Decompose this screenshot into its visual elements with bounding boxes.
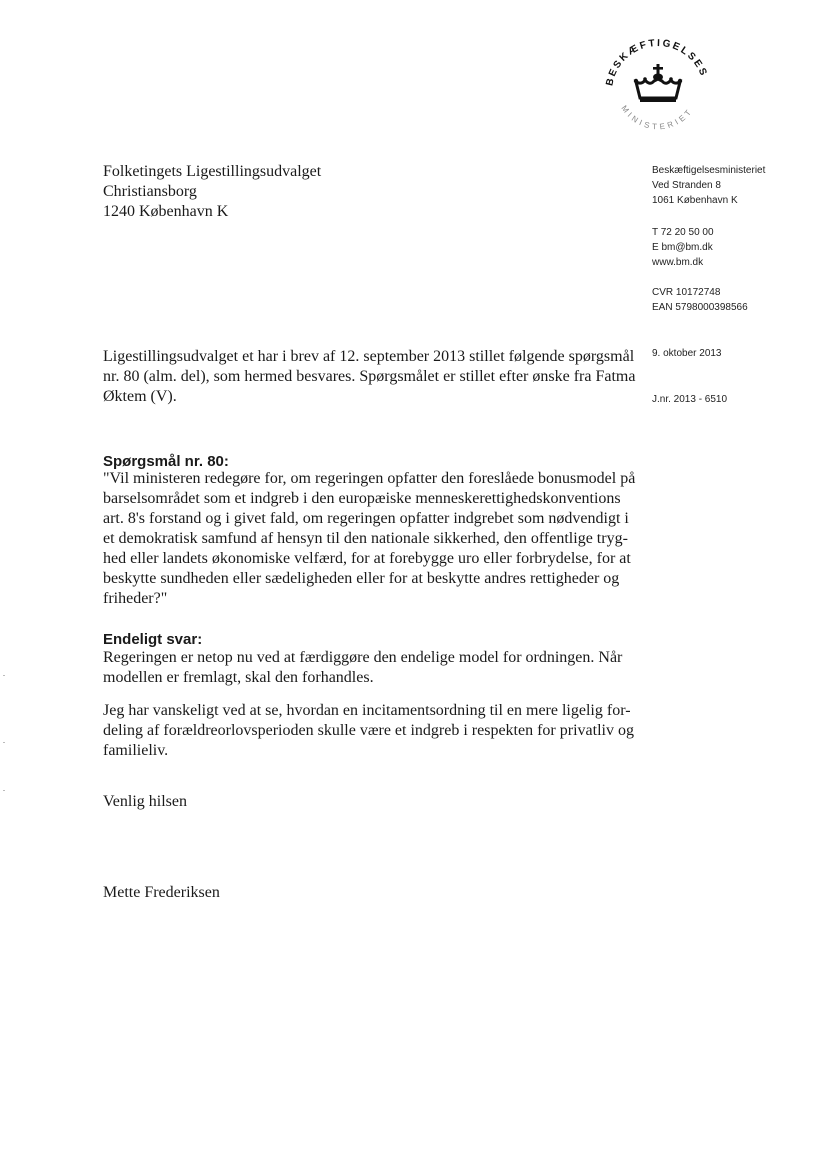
question-line: art. 8's forstand og i givet fald, om regeringen opfatter indgrebet som nødvendigt i xyxy=(103,510,629,527)
journal-number: J.nr. 2013 - 6510 xyxy=(652,394,728,405)
answer-line: Regeringen er netop nu ved at færdiggøre den endelige model for ordningen. Når xyxy=(103,649,623,666)
recipient-line: Christiansborg xyxy=(103,183,197,200)
answer-paragraph-1 xyxy=(103,648,622,688)
closing-greeting: Venlig hilsen xyxy=(103,793,187,810)
intro-line: Øktem (V). xyxy=(103,388,177,405)
sender-address xyxy=(652,163,765,208)
answer-heading: Endeligt svar: xyxy=(103,631,203,648)
recipient-address xyxy=(103,162,321,222)
scan-mark xyxy=(3,790,5,791)
answer-paragraph-2 xyxy=(103,701,634,761)
question-line: friheder?" xyxy=(103,590,168,607)
answer-line: modellen er fremlagt, skal den forhandles. xyxy=(103,669,374,686)
question-line: barselsområdet som et indgreb i den europæiske menneskerettighedskonventions xyxy=(103,490,621,507)
sender-cvr: CVR 10172748 xyxy=(652,287,721,298)
sender-web: www.bm.dk xyxy=(652,257,704,268)
answer-line: familieliv. xyxy=(103,742,169,759)
sender-ean: EAN 5798000398566 xyxy=(652,302,748,313)
question-line: hed eller landets økonomiske velfærd, for at forebygge uro eller forbrydelse, for at xyxy=(103,550,631,567)
sender-email: E bm@bm.dk xyxy=(652,242,713,253)
svg-text:MINISTERIET: MINISTERIET xyxy=(619,103,695,132)
svg-text:BESKÆFTIGELSES: BESKÆFTIGELSES xyxy=(604,37,710,87)
question-line: "Vil ministeren redegøre for, om regeringen opfatter den foreslåede bonusmodel på xyxy=(103,470,636,487)
recipient-line: 1240 København K xyxy=(103,203,229,220)
sender-contact xyxy=(652,225,714,270)
sender-phone: T 72 20 50 00 xyxy=(652,227,714,238)
intro-line: Ligestillingsudvalget et har i brev af 12. september 2013 stillet følgende spørgsmål xyxy=(103,348,635,365)
recipient-line: Folketingets Ligestillingsudvalget xyxy=(103,163,322,180)
question-line: beskytte sundheden eller sædeligheden eller for at beskytte andres rettigheder og xyxy=(103,570,620,587)
intro-line: nr. 80 (alm. del), som hermed besvares. Spørgsmålet er stillet efter ønske fra Fatma xyxy=(103,368,636,385)
answer-line: Jeg har vanskeligt ved at se, hvordan en incitamentsordning til en mere ligelig for- xyxy=(103,702,631,719)
ministry-crown-logo xyxy=(598,30,718,150)
question-heading: Spørgsmål nr. 80: xyxy=(103,453,229,470)
sender-identifiers xyxy=(652,285,748,315)
letter-date: 9. oktober 2013 xyxy=(652,348,722,359)
intro-paragraph xyxy=(103,347,635,407)
sender-city: 1061 København K xyxy=(652,195,738,206)
scan-mark xyxy=(3,675,5,676)
sender-street: Ved Stranden 8 xyxy=(652,180,721,191)
question-line: et demokratisk samfund af hensyn til den nationale sikkerhed, den offentlige tryg- xyxy=(103,530,628,547)
sender-name: Beskæftigelsesministeriet xyxy=(652,165,766,176)
question-text xyxy=(103,469,635,609)
scan-mark xyxy=(3,742,5,743)
signature-name: Mette Frederiksen xyxy=(103,884,220,901)
answer-line: deling af forældreorlovsperioden skulle være et indgreb i respekten for privatliv og xyxy=(103,722,634,739)
